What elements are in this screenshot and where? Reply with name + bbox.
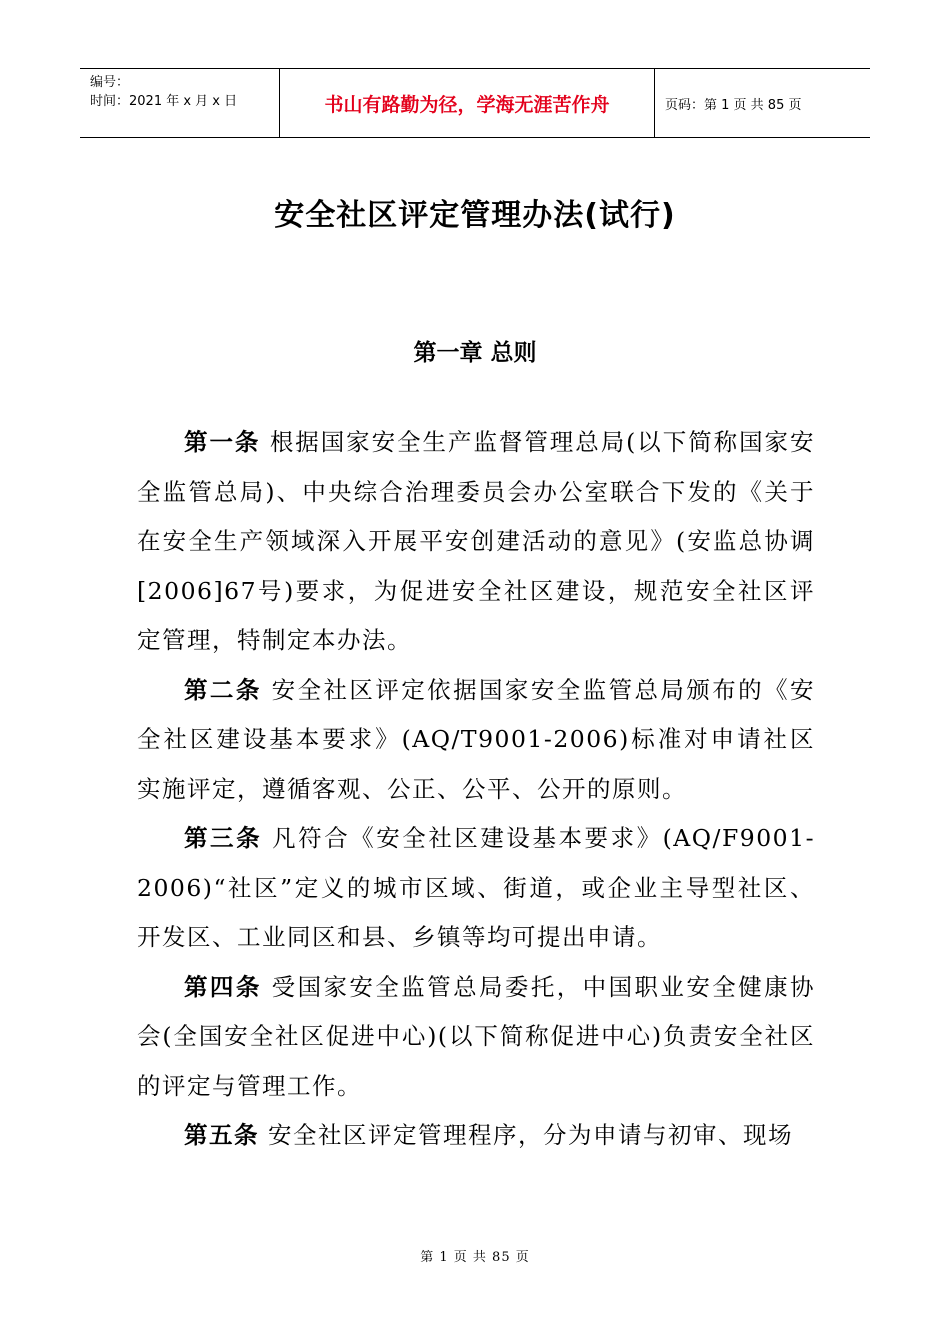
article-text: 安全社区评定管理程序，分为申请与初审、现场 — [267, 1121, 793, 1149]
article-text: 受国家安全监管总局委托，中国职业安全健康协会(全国安全社区促进中心)(以下简称促进中心)负责安全社区的评定与管理工作。 — [137, 972, 816, 1100]
page-footer: 第 1 页 共 85 页 — [420, 1250, 530, 1265]
header-motto: 书山有路勤为径，学海无涯苦作舟 — [280, 69, 655, 137]
article-paragraph — [137, 418, 815, 666]
article-text: 根据国家安全生产监督管理总局(以下简称国家安全监管总局)、中央综合治理委员会办公室联合下发的《关于在安全生产领域深入开展平安创建活动的意见》(安监总协调[2006]67号)要求，为促进安全社区建设，规范安全社区评定管理，特制定本办法。 — [137, 428, 816, 654]
article-label: 第五条 — [184, 1121, 259, 1149]
article-paragraph — [137, 814, 815, 963]
header-page-info: 页码：第 1 页 共 85 页 — [665, 97, 802, 113]
article-label: 第一条 — [184, 428, 261, 456]
article-label: 第四条 — [184, 972, 262, 1001]
article-paragraph — [137, 963, 815, 1112]
document-body — [137, 418, 815, 1161]
document-title: 安全社区评定管理办法(试行) — [274, 198, 676, 233]
article-text: 凡符合《安全社区建设基本要求》(AQ/F9001-2006)“社区”定义的城市区域、街道，或企业主导型社区、开发区、工业同区和县、乡镇等均可提出申请。 — [137, 824, 816, 951]
header-table — [80, 68, 870, 138]
chapter-heading: 第一章 总则 — [413, 340, 537, 366]
header-meta — [80, 69, 280, 137]
article-text: 安全社区评定依据国家安全监管总局颁布的《安全社区建设基本要求》(AQ/T9001-2006)标准对申请社区实施评定，遵循客观、公正、公平、公开的原则。 — [137, 675, 816, 803]
time-label: 时间：2021 年 x 月 x 日 — [90, 94, 238, 109]
article-label: 第三条 — [184, 824, 263, 852]
article-paragraph — [137, 666, 815, 815]
number-label: 编号： — [90, 75, 130, 90]
article-label: 第二条 — [184, 675, 262, 704]
article-paragraph — [137, 1111, 815, 1161]
